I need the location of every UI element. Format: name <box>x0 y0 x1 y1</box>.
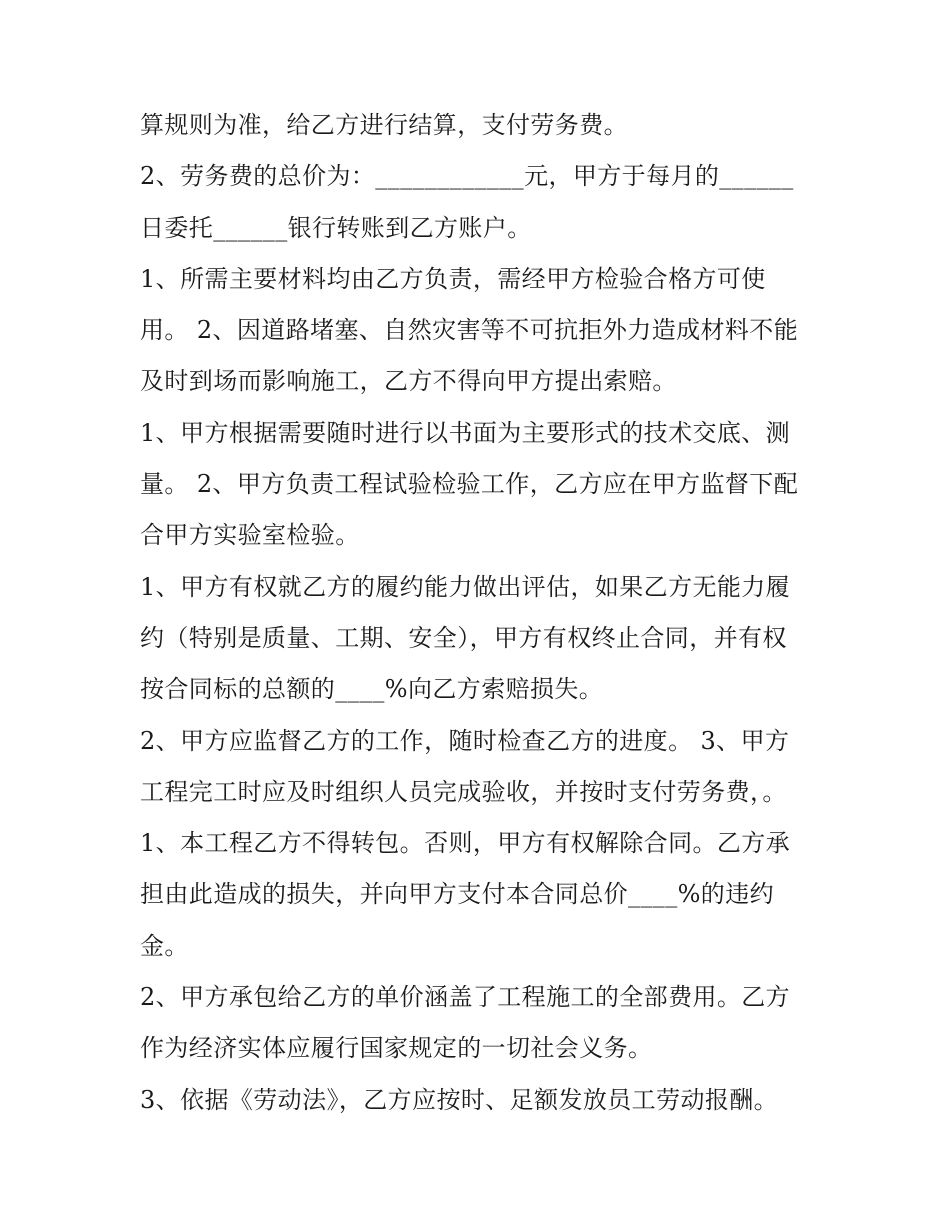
text-line: 1、本工程乙方不得转包。否则，甲方有权解除合同。乙方承 <box>140 829 791 858</box>
text-line: 作为经济实体应履行国家规定的一切社会义务。 <box>140 1034 653 1063</box>
text-line: 算规则为准，给乙方进行结算，支付劳务费。 <box>140 111 628 139</box>
text-line: 2、劳务费的总价为：____________元，甲方于每月的______ <box>140 162 794 191</box>
text-line: 1、甲方有权就乙方的履约能力做出评估，如果乙方无能力履 <box>140 572 791 601</box>
text-line: 约（特别是质量、工期、安全），甲方有权终止合同，并有权 <box>140 623 787 652</box>
text-line: 量。 2、甲方负责工程试验检验工作，乙方应在甲方监督下配 <box>140 470 799 499</box>
text-line: 用。 2、因道路堵塞、自然灾害等不可抗拒外力造成材料不能 <box>140 316 799 345</box>
contract-text-body <box>140 100 820 1126</box>
text-line: 2、甲方承包给乙方的单价涵盖了工程施工的全部费用。乙方 <box>140 983 791 1012</box>
text-line: 合甲方实验室检验。 <box>140 521 360 550</box>
text-line: 日委托______银行转账到乙方账户。 <box>140 213 532 242</box>
text-line: 及时到场而影响施工，乙方不得向甲方提出索赔。 <box>140 367 677 396</box>
text-line: 3、依据《劳动法》，乙方应按时、足额发放员工劳动报酬。 <box>140 1085 779 1114</box>
text-line: 2、甲方应监督乙方的工作，随时检查乙方的进度。 3、甲方 <box>140 726 790 755</box>
text-line: 按合同标的总额的____%向乙方索赔损失。 <box>140 675 604 704</box>
text-line: 担由此造成的损失，并向甲方支付本合同总价____%的违约 <box>140 880 775 909</box>
text-line: 1、所需主要材料均由乙方负责，需经甲方检验合格方可使 <box>140 264 766 293</box>
text-line: 工程完工时应及时组织人员完成验收，并按时支付劳务费，。 <box>140 777 787 806</box>
text-line: 1、甲方根据需要随时进行以书面为主要形式的技术交底、测 <box>140 418 791 447</box>
text-line: 金。 <box>140 931 189 960</box>
